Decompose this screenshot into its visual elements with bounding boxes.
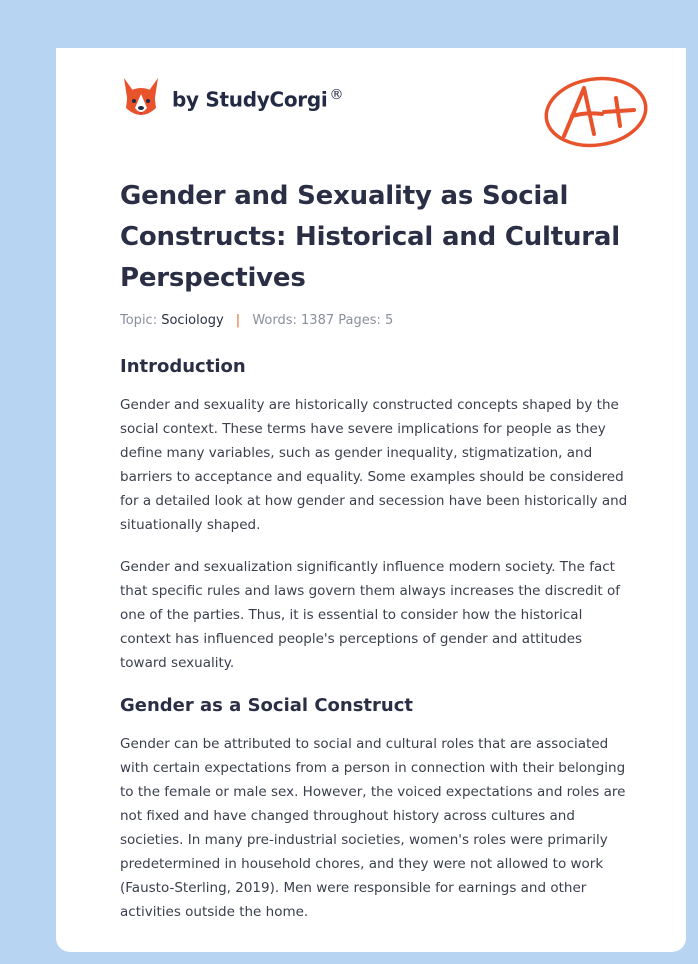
studycorgi-logo[interactable] bbox=[120, 74, 343, 124]
header bbox=[120, 74, 650, 154]
grade-a-plus-icon bbox=[542, 74, 650, 154]
document-meta bbox=[120, 313, 632, 328]
page-count: Pages: 5 bbox=[338, 313, 394, 328]
paragraph: Gender and sexuality are historically constructed concepts shaped by the social context. These terms have severe implications for people as they define many variables, such as gender inequality, stigmatization, and barriers to acceptance and equality. Some examples should be considered for a detailed look at how gender and secession have been historically and situationally shaped. bbox=[120, 397, 628, 533]
paragraph: Gender and sexualization significantly influence modern society. The fact that specific rules and laws govern them always increases the discredit of one of the parties. Thus, it is essential to consider how the historical context has influenced people's perceptions of gender and attitudes toward sexuality. bbox=[120, 559, 621, 671]
document-title: Gender and Sexuality as Social Constructs: Historical and Cultural Perspectives bbox=[120, 181, 620, 293]
document-content bbox=[120, 176, 632, 924]
topic-link[interactable]: Sociology bbox=[161, 313, 224, 328]
paragraph: Gender can be attributed to social and cultural roles that are associated with certain expectations from a person in connection with their belonging to the female or male sex. However, the voiced expectations and roles are not fixed and have changed throughout history across cultures and societies. In many pre-industrial societies, women's roles were primarily predetermined in household chores, and they were not allowed to work (Fausto-Sterling, 2019). Men were responsible for earnings and other activities outside the home. bbox=[120, 736, 626, 920]
word-count: Words: 1387 bbox=[252, 313, 335, 328]
brand-name: by StudyCorgi ® bbox=[172, 86, 344, 112]
topic-label: Topic: bbox=[120, 313, 158, 328]
meta-separator: | bbox=[235, 313, 241, 328]
section-heading-introduction: Introduction bbox=[120, 356, 246, 377]
document-page bbox=[56, 48, 686, 952]
section-heading-gender-social-construct: Gender as a Social Construct bbox=[120, 695, 414, 716]
corgi-icon bbox=[120, 74, 162, 124]
